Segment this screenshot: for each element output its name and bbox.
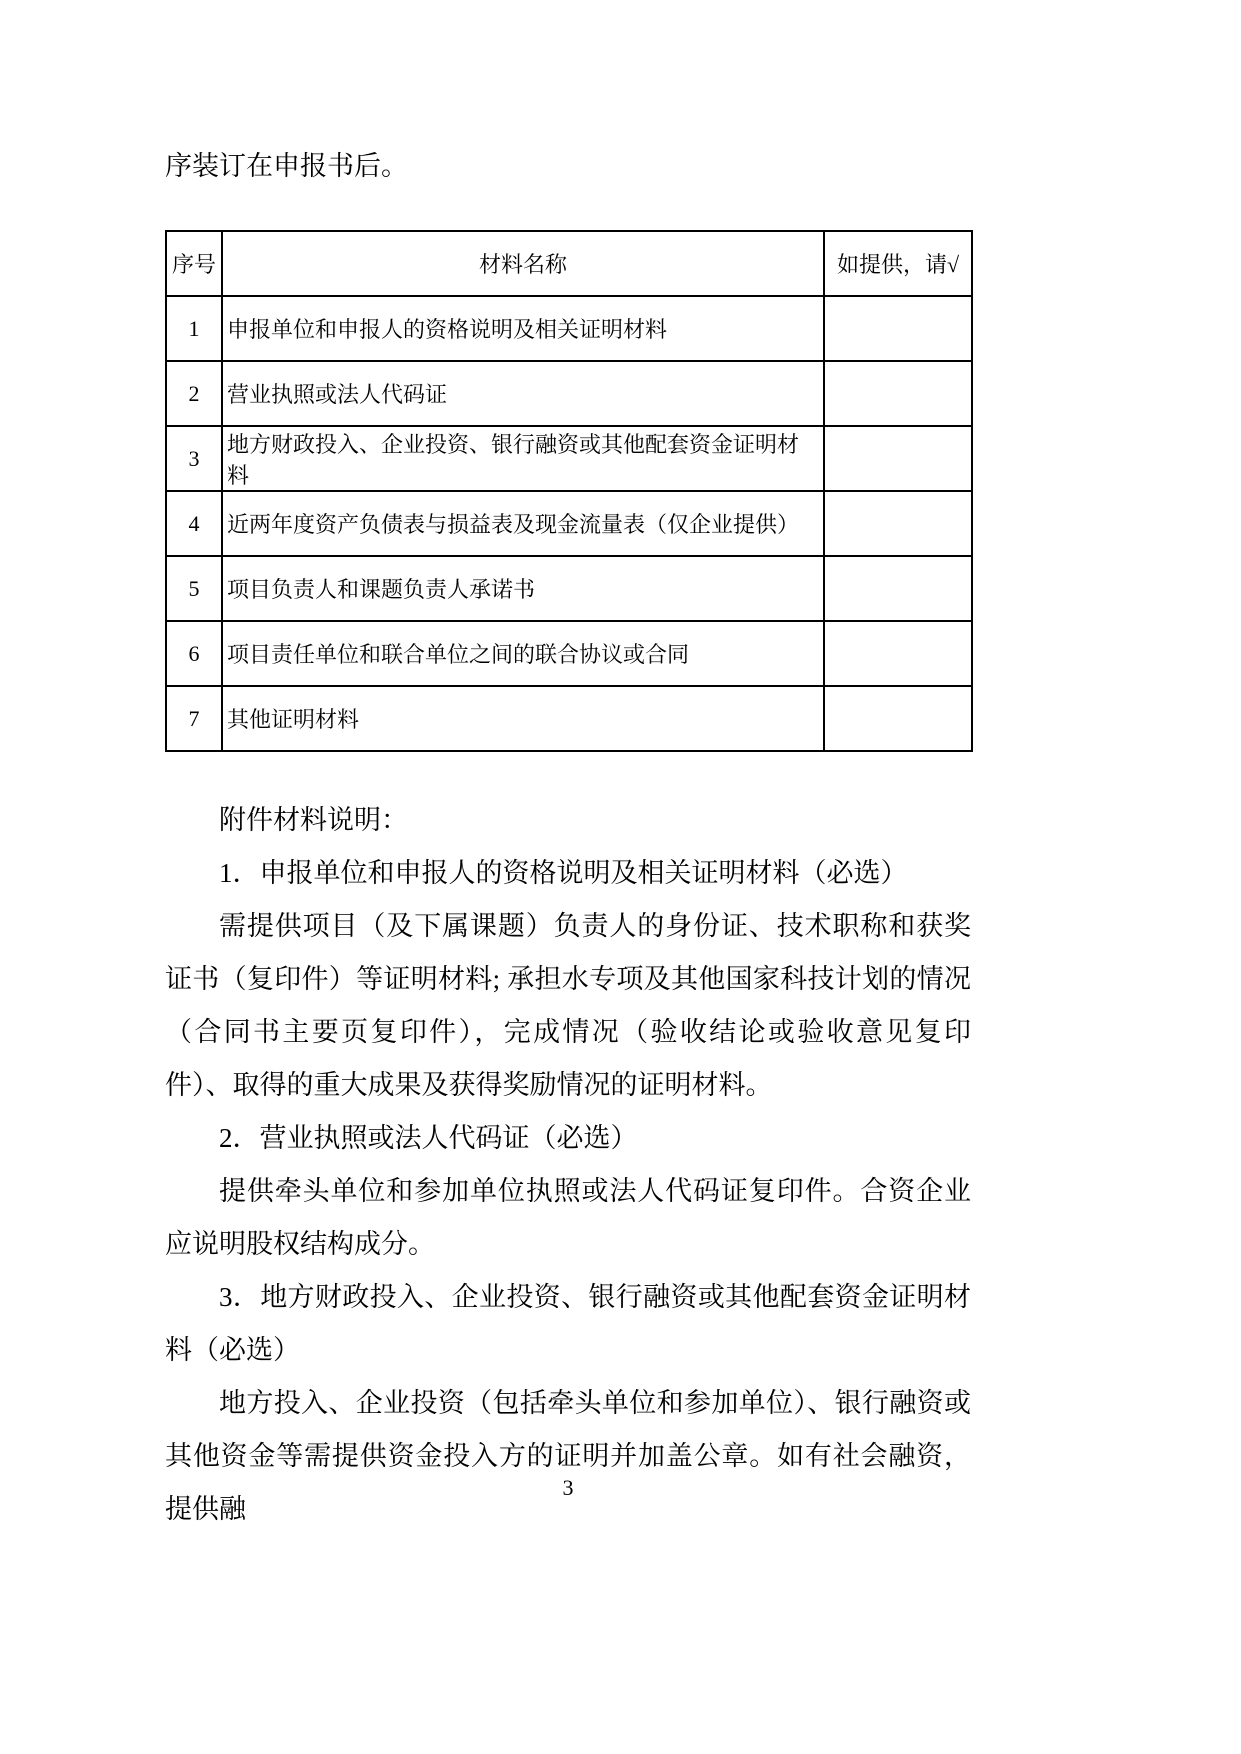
- table-row: [166, 426, 972, 491]
- cell-check: [824, 426, 972, 491]
- cell-no: 6: [166, 621, 222, 686]
- cell-no: 7: [166, 686, 222, 751]
- cell-name: 项目负责人和课题负责人承诺书: [222, 556, 824, 621]
- materials-table: [165, 230, 973, 752]
- cell-no: 5: [166, 556, 222, 621]
- cell-no: 3: [166, 426, 222, 491]
- cell-check: [824, 361, 972, 426]
- cell-check: [824, 296, 972, 361]
- cell-name: 项目责任单位和联合单位之间的联合协议或合同: [222, 621, 824, 686]
- document-page: [165, 0, 971, 1536]
- table-row: [166, 296, 972, 361]
- cell-no: 4: [166, 491, 222, 556]
- note-paragraph-2: 需提供项目（及下属课题）负责人的身份证、技术职称和获奖证书（复印件）等证明材料; 承担水专项及其他国家科技计划的情况（合同书主要页复印件），完成情况（验收结论或验收意见复印件）、取得的重大成果及获得奖励情况的证明材料。: [165, 911, 971, 1100]
- intro-text: 序装订在申报书后。: [165, 151, 408, 181]
- cell-check: [824, 621, 972, 686]
- note-paragraph-1: 1．申报单位和申报人的资格说明及相关证明材料（必选）: [219, 858, 908, 888]
- cell-no: 2: [166, 361, 222, 426]
- header-cell-name: 材料名称: [222, 231, 824, 296]
- cell-check: [824, 556, 972, 621]
- header-cell-check: 如提供，请√: [824, 231, 972, 296]
- table-row: [166, 686, 972, 751]
- cell-no: 1: [166, 296, 222, 361]
- table-row: [166, 621, 972, 686]
- header-cell-no: 序号: [166, 231, 222, 296]
- note-paragraph-4: 提供牵头单位和参加单位执照或法人代码证复印件。合资企业应说明股权结构成分。: [165, 1176, 971, 1259]
- note-paragraph-3: 2．营业执照或法人代码证（必选）: [219, 1123, 638, 1153]
- notes-section: [165, 794, 971, 1536]
- note-paragraph-6: 地方投入、企业投资（包括牵头单位和参加单位）、银行融资或其他资金等需提供资金投入方的证明并加盖公章。如有社会融资，提供融: [165, 1388, 971, 1524]
- note-paragraph-5: 3．地方财政投入、企业投资、银行融资或其他配套资金证明材料（必选）: [165, 1282, 971, 1365]
- cell-name: 其他证明材料: [222, 686, 824, 751]
- cell-check: [824, 686, 972, 751]
- table-row: [166, 491, 972, 556]
- table-row: [166, 361, 972, 426]
- cell-name: 申报单位和申报人的资格说明及相关证明材料: [222, 296, 824, 361]
- table-row: [166, 556, 972, 621]
- cell-name: 地方财政投入、企业投资、银行融资或其他配套资金证明材料: [222, 426, 824, 491]
- cell-check: [824, 491, 972, 556]
- cell-name: 近两年度资产负债表与损益表及现金流量表（仅企业提供）: [222, 491, 824, 556]
- cell-name: 营业执照或法人代码证: [222, 361, 824, 426]
- page-number: 3: [562, 1475, 574, 1500]
- notes-title: 附件材料说明：: [219, 805, 408, 835]
- table-header-row: [166, 231, 972, 296]
